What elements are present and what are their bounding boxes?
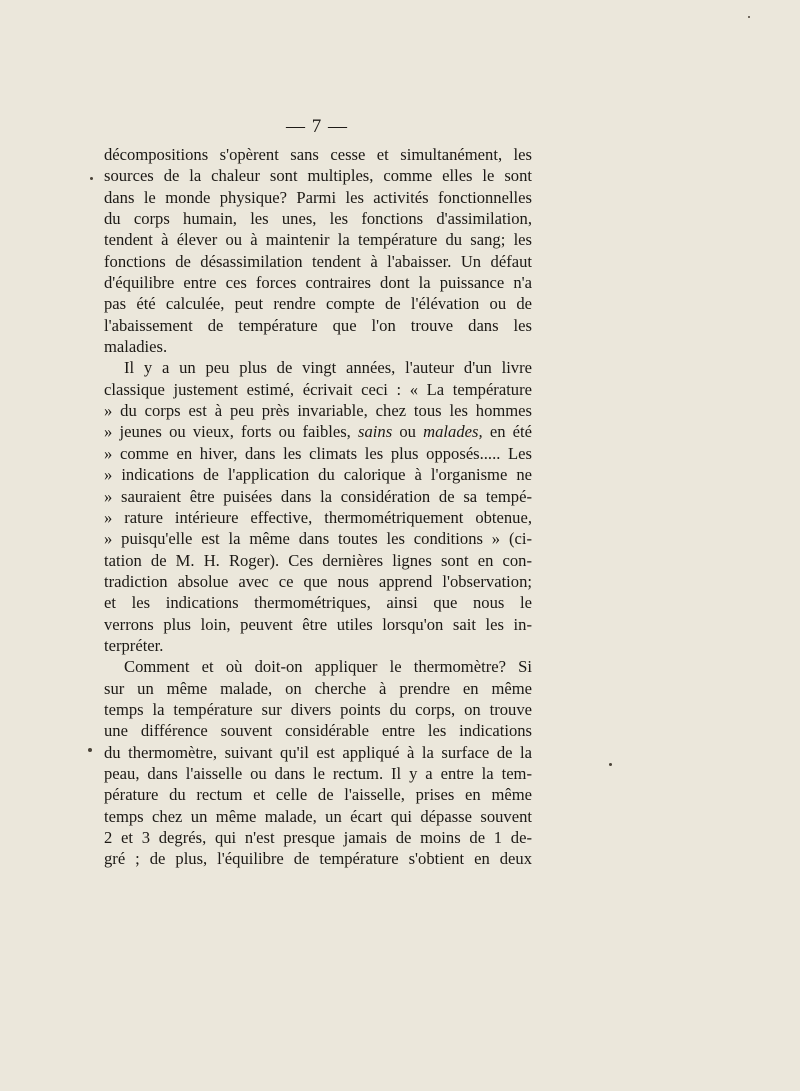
text-line: » rature intérieure effective, thermométriquement obtenue, — [104, 507, 532, 527]
italic-word: malades, — [423, 422, 483, 442]
text-fragment: » jeunes ou vieux, forts ou faibles, — [104, 422, 351, 442]
text-line: une différence souvent considérable entre les indications — [104, 721, 532, 741]
paper-speck — [748, 16, 750, 18]
text-line: d'équilibre entre ces forces contraires dont la puissance n'a — [104, 273, 532, 293]
text-line: terpréter. — [104, 635, 164, 655]
text-line: décompositions s'opèrent sans cesse et simultanément, les — [104, 145, 532, 164]
text-line: » sauraient être puisées dans la considération de sa tempé- — [104, 486, 532, 506]
text-line: du thermomètre, suivant qu'il est appliqué à la surface de la — [104, 742, 532, 762]
text-line: gré ; de plus, l'équilibre de température s'obtient en deux — [104, 849, 532, 869]
paper-speck — [88, 748, 92, 752]
text-line: Comment et où doit-on appliquer le thermomètre? Si — [124, 657, 532, 677]
text-line: tation de M. H. Roger). Ces dernières lignes sont en con- — [104, 550, 532, 570]
text-line: peau, dans l'aisselle ou dans le rectum. Il y a entre la tem- — [104, 763, 532, 783]
text-line: tradiction absolue avec ce que nous apprend l'observation; — [104, 571, 532, 591]
text-line: temps la température sur divers points du corps, on trouve — [104, 699, 532, 719]
text-fragment: en été — [489, 422, 533, 442]
text-line: sources de la chaleur sont multiples, comme elles le sont — [104, 166, 532, 186]
text-line: » indications de l'application du calorique à l'organisme ne — [104, 465, 532, 485]
text-fragment: ou — [399, 422, 416, 442]
text-line: temps chez un même malade, un écart qui dépasse souvent — [104, 806, 532, 826]
body-text — [104, 144, 532, 870]
text-line: » comme en hiver, dans les climats les plus opposés..... Les — [104, 443, 532, 463]
text-line: sur un même malade, on cherche à prendre en même — [104, 678, 532, 698]
text-line: et les indications thermométriques, ainsi que nous le — [104, 593, 532, 613]
text-line: pérature du rectum et celle de l'aisselle, prises en même — [104, 785, 532, 805]
text-line: du corps humain, les unes, les fonctions d'assimilation, — [104, 209, 532, 229]
text-line: tendent à élever ou à maintenir la température du sang; les — [104, 230, 532, 250]
text-line: verrons plus loin, peuvent être utiles lorsqu'on sait les in- — [104, 614, 532, 634]
text-line: pas été calculée, peut rendre compte de l'élévation ou de — [104, 294, 532, 314]
text-line: » du corps est à peu près invariable, chez tous les hommes — [104, 401, 532, 421]
text-line: 2 et 3 degrés, qui n'est presque jamais de moins de 1 de- — [104, 828, 532, 847]
text-line: l'abaissement de température que l'on trouve dans les — [104, 315, 532, 335]
text-line-mixed — [104, 421, 532, 442]
text-line: Il y a un peu plus de vingt années, l'auteur d'un livre — [124, 358, 532, 378]
text-line: classique justement estimé, écrivait ceci : « La température — [104, 379, 532, 399]
italic-word: sains — [358, 422, 393, 442]
page-number: — 7 — — [286, 116, 348, 137]
text-line: » puisqu'elle est la même dans toutes les conditions » (ci- — [104, 529, 532, 549]
paper-speck — [609, 763, 612, 766]
paper-speck — [90, 177, 93, 180]
text-line: maladies. — [104, 337, 168, 357]
text-line: fonctions de désassimilation tendent à l'abaisser. Un défaut — [104, 251, 532, 271]
text-line: dans le monde physique? Parmi les activités fonctionnelles — [104, 187, 532, 207]
